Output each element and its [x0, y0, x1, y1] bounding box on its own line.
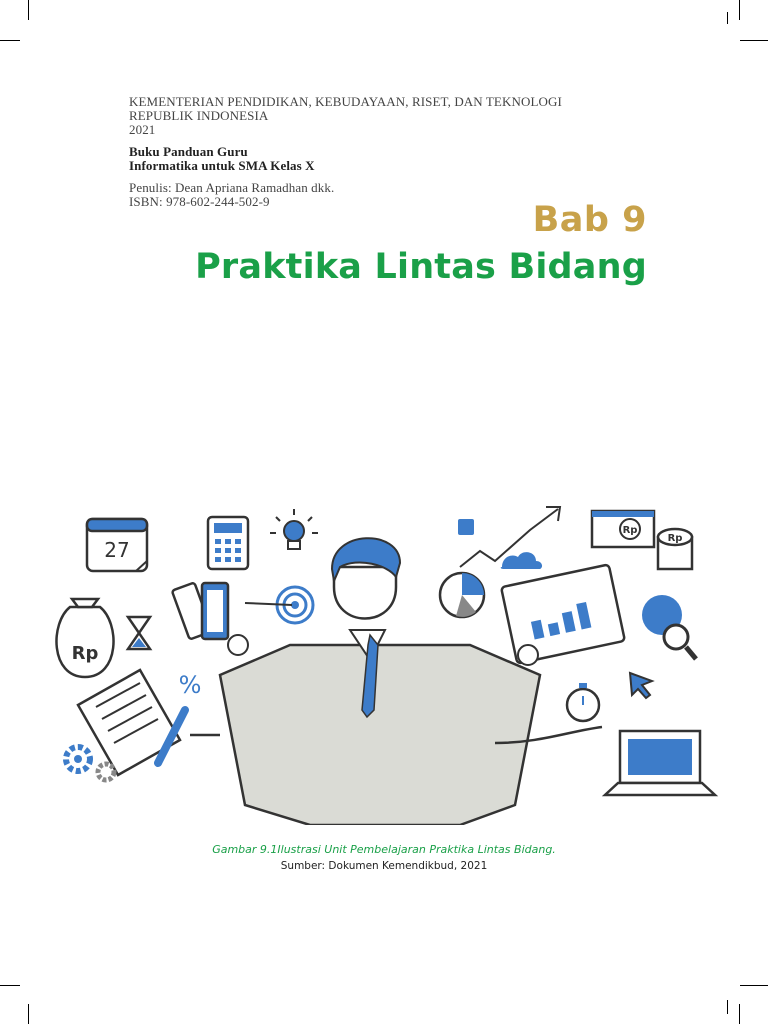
- book-author: Penulis: Dean Apriana Ramadhan dkk.: [129, 180, 335, 195]
- crop-mark-tl-h: [0, 40, 20, 41]
- crop-mark-bl-h: [0, 985, 20, 986]
- chapter-title: Praktika Lintas Bidang: [195, 247, 647, 287]
- book-metadata: [129, 95, 649, 209]
- percent-icon: %: [178, 671, 202, 699]
- crop-mark-bl-v: [28, 1004, 29, 1024]
- money-box-label: Rp: [622, 525, 638, 536]
- ministry-name: KEMENTERIAN PENDIDIKAN, KEBUDAYAAN, RISET, DAN TEKNOLOGI: [129, 94, 562, 109]
- document-pen-icon: [78, 670, 185, 775]
- figure-caption-text: Gambar 9.1Ilustrasi Unit Pembelajaran Praktika Lintas Bidang.: [212, 843, 556, 856]
- coins-icon: [658, 529, 692, 569]
- globe-search-icon: [642, 595, 696, 659]
- pie-chart-icon: [440, 573, 484, 617]
- chapter-heading: [195, 198, 647, 292]
- calendar-day: 27: [104, 538, 130, 562]
- calendar-icon: [87, 519, 147, 571]
- crop-mark-tl-v: [28, 0, 29, 20]
- banknotes-icon: [172, 582, 228, 639]
- crop-mark-tr-v: [739, 0, 740, 20]
- figure-source: Sumber: Dokumen Kemendikbud, 2021: [280, 860, 488, 872]
- cursor-icon: [630, 673, 652, 698]
- stopwatch-icon: [567, 683, 599, 721]
- book-subject: Informatika untuk SMA Kelas X: [129, 158, 315, 173]
- book-isbn: ISBN: 978-602-244-502-9: [129, 194, 270, 209]
- coins-label: Rp: [667, 533, 683, 544]
- figure-caption: [0, 842, 768, 874]
- money-box-icon: [592, 511, 654, 547]
- money-bag-icon: [56, 599, 113, 677]
- lightbulb-icon: [270, 509, 318, 549]
- chapter-number: Bab 9: [532, 200, 647, 240]
- country-name: REPUBLIK INDONESIA: [129, 108, 269, 123]
- publication-year: 2021: [129, 122, 156, 137]
- crop-mark-br-v2: [727, 1000, 728, 1014]
- crop-mark-br-v: [739, 1004, 740, 1024]
- crop-mark-tr-h: [740, 40, 768, 41]
- cloud-icon: [501, 552, 542, 569]
- hourglass-icon: [128, 617, 150, 649]
- money-bag-label: Rp: [71, 643, 99, 664]
- puzzle-icon: [458, 519, 474, 535]
- crop-mark-br-h: [740, 985, 768, 986]
- book-type: Buku Panduan Guru: [129, 144, 248, 159]
- laptop-icon: [605, 731, 715, 795]
- calculator-icon: [208, 517, 248, 569]
- target-icon: [245, 587, 313, 623]
- crop-mark-tr-v2: [727, 12, 728, 24]
- chapter-illustration: [40, 495, 730, 825]
